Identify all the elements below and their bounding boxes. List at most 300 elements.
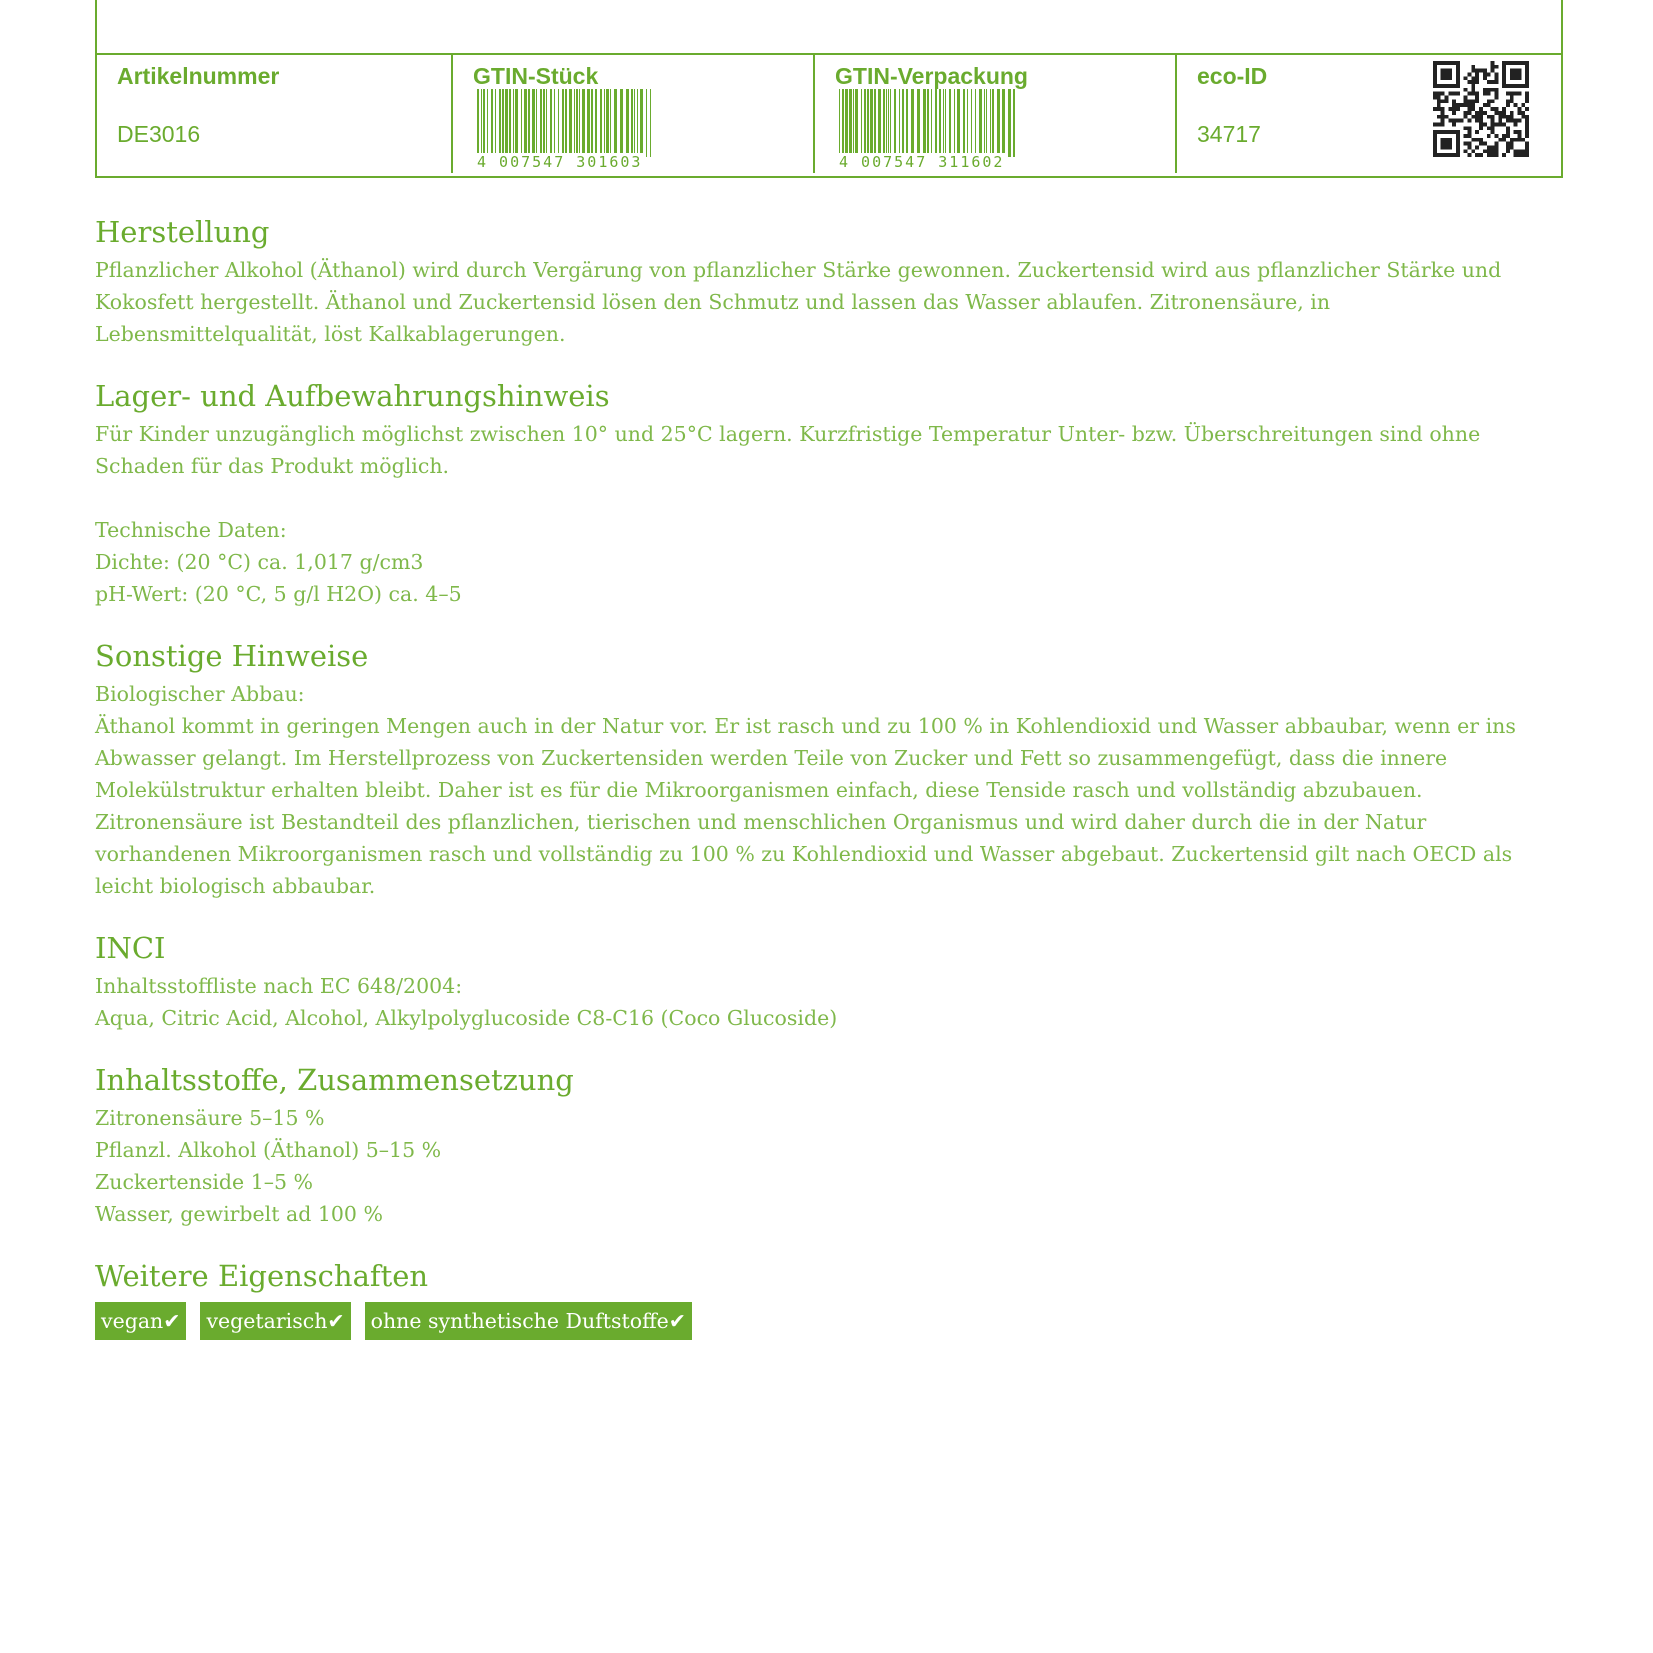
qr-module xyxy=(1487,88,1491,92)
qr-module xyxy=(1498,111,1502,115)
eco-id-label: eco-ID xyxy=(1197,63,1268,89)
section-title: Lager- und Aufbewahrungshinweis xyxy=(95,379,610,413)
qr-module xyxy=(1494,96,1498,100)
qr-module xyxy=(1494,111,1498,115)
paragraph-line: Zitronensäure ist Bestandteil des pflanzlichen, tierischen und menschlichen Organismus und wird daher durch die in der Natur xyxy=(95,810,1427,834)
qr-module xyxy=(1468,145,1472,149)
qr-module xyxy=(1483,76,1487,80)
paragraph-line: vorhandenen Mikroorganismen rasch und vollständig zu 100 % zu Kohlendioxid und Wasser abgebaut. Zuckertensid gilt nach OECD als xyxy=(95,842,1513,866)
qr-module xyxy=(1437,122,1441,126)
qr-module xyxy=(1475,76,1479,80)
qr-module xyxy=(1433,107,1437,111)
barcode-bar xyxy=(631,89,633,157)
paragraph-line: Biologischer Abbau: xyxy=(95,682,305,706)
section-title: INCI xyxy=(95,931,166,965)
barcode-bar xyxy=(927,89,929,157)
qr-finder xyxy=(1441,69,1453,81)
qr-module xyxy=(1487,149,1491,153)
barcode-bar xyxy=(554,89,555,157)
qr-module xyxy=(1491,126,1495,130)
qr-module xyxy=(1521,115,1525,119)
barcode-bar xyxy=(483,89,485,157)
qr-module xyxy=(1491,99,1495,103)
barcode-bar xyxy=(899,89,900,157)
section-title: Weitere Eigenschaften xyxy=(95,1259,429,1293)
barcode-bar xyxy=(576,89,578,157)
qr-module xyxy=(1506,119,1510,123)
tech-data-line: pH-Wert: (20 °C, 5 g/l H2O) ca. 4–5 xyxy=(95,582,462,606)
qr-module xyxy=(1464,126,1468,130)
section-inci xyxy=(95,926,1563,1034)
qr-module xyxy=(1441,92,1445,96)
qr-module xyxy=(1479,119,1483,123)
qr-module xyxy=(1491,61,1495,65)
barcode-bar xyxy=(540,89,542,157)
qr-module xyxy=(1441,99,1445,103)
qr-module xyxy=(1464,103,1468,107)
barcode-bar xyxy=(558,89,559,157)
table-top-row xyxy=(97,0,1561,55)
barcode-bar xyxy=(579,89,580,157)
paragraph-line: Molekülstruktur erhalten bleibt. Daher ist es für die Mikroorganismen einfach, diese Tenside rasch und vollständig abzubauen. xyxy=(95,778,1423,802)
qr-module xyxy=(1494,88,1498,92)
qr-module xyxy=(1479,111,1483,115)
qr-module xyxy=(1514,153,1518,157)
qr-module xyxy=(1514,122,1518,126)
qr-module xyxy=(1475,69,1479,73)
qr-module xyxy=(1525,119,1529,123)
barcode-bar xyxy=(595,89,597,157)
section-inhaltsstoffe xyxy=(95,1058,1563,1230)
qr-module xyxy=(1437,107,1441,111)
paragraph-line: Abwasser gelangt. Im Herstellprozess von Zuckertensiden werden Teile von Zucker und Fett so zusammengefügt, dass die innere xyxy=(95,746,1448,770)
qr-module xyxy=(1471,107,1475,111)
barcode-bar xyxy=(971,89,972,157)
tag-vegetarisch: vegetarisch✔ xyxy=(200,1302,350,1340)
qr-module xyxy=(1471,138,1475,142)
qr-module xyxy=(1498,119,1502,123)
qr-module xyxy=(1506,142,1510,146)
barcode-bar xyxy=(845,89,848,157)
qr-module xyxy=(1483,103,1487,107)
qr-module xyxy=(1491,145,1495,149)
barcode-bar xyxy=(917,89,920,157)
gtin-piece-number: 4 007547 301603 xyxy=(477,153,646,171)
product-info-table xyxy=(95,0,1563,178)
barcode-bar xyxy=(499,89,501,157)
qr-module xyxy=(1487,153,1491,157)
article-number-cell xyxy=(97,55,451,171)
qr-module xyxy=(1517,107,1521,111)
barcode-bar xyxy=(931,89,932,157)
barcode-bar xyxy=(606,89,609,157)
qr-module xyxy=(1479,142,1483,146)
qr-module xyxy=(1464,149,1468,153)
qr-module xyxy=(1491,107,1495,111)
qr-module xyxy=(1471,76,1475,80)
qr-module xyxy=(1487,103,1491,107)
paragraph-line: Pflanzlicher Alkohol (Äthanol) wird durch Vergärung von pflanzlicher Stärke gewonnen. Zuckertensid wird aus pflanzlicher Stärke und xyxy=(95,258,1502,282)
qr-module xyxy=(1521,153,1525,157)
section-title: Herstellung xyxy=(95,215,270,249)
barcode-bar xyxy=(957,89,960,157)
qr-code-icon xyxy=(1433,61,1529,157)
barcode-bar xyxy=(1002,89,1005,157)
qr-module xyxy=(1464,111,1468,115)
qr-module xyxy=(1517,149,1521,153)
tech-data-line: Dichte: (20 °C) ca. 1,017 g/cm3 xyxy=(95,550,424,574)
qr-module xyxy=(1468,130,1472,134)
qr-module xyxy=(1487,80,1491,84)
qr-module xyxy=(1471,99,1475,103)
barcode-bar xyxy=(839,89,840,157)
qr-module xyxy=(1456,92,1460,96)
barcode-bar xyxy=(975,89,976,157)
qr-module xyxy=(1514,119,1518,123)
qr-module xyxy=(1433,92,1437,96)
barcode-bar xyxy=(532,89,535,157)
qr-module xyxy=(1468,80,1472,84)
eco-id-cell xyxy=(1175,55,1563,173)
barcode-bar xyxy=(890,89,891,157)
qr-module xyxy=(1498,138,1502,142)
qr-module xyxy=(1506,149,1510,153)
qr-module xyxy=(1510,99,1514,103)
qr-module xyxy=(1475,145,1479,149)
qr-module xyxy=(1517,134,1521,138)
qr-module xyxy=(1494,65,1498,69)
qr-module xyxy=(1487,126,1491,130)
qr-module xyxy=(1525,153,1529,157)
qr-module xyxy=(1483,69,1487,73)
qr-module xyxy=(1514,130,1518,134)
barcode-bar xyxy=(923,89,926,157)
qr-module xyxy=(1514,92,1518,96)
qr-module xyxy=(1471,69,1475,73)
ingredient-line: Pflanzl. Alkohol (Äthanol) 5–15 % xyxy=(95,1138,442,1162)
qr-module xyxy=(1471,88,1475,92)
qr-module xyxy=(1494,80,1498,84)
qr-module xyxy=(1437,92,1441,96)
qr-module xyxy=(1494,92,1498,96)
barcode-bar xyxy=(546,89,547,157)
barcode-bar xyxy=(861,89,862,157)
qr-module xyxy=(1464,99,1468,103)
qr-module xyxy=(1502,138,1506,142)
paragraph-line: Äthanol kommt in geringen Mengen auch in der Natur vor. Er ist rasch und zu 100 % in Kohlendioxid und Wasser abbaubar, wenn er ins xyxy=(95,714,1516,738)
barcode-bar xyxy=(502,89,504,157)
qr-module xyxy=(1479,122,1483,126)
qr-module xyxy=(1471,92,1475,96)
qr-module xyxy=(1491,153,1495,157)
qr-module xyxy=(1502,111,1506,115)
qr-module xyxy=(1525,92,1529,96)
qr-module xyxy=(1502,122,1506,126)
barcode-bar xyxy=(842,89,844,157)
qr-module xyxy=(1448,92,1452,96)
barcode-bar xyxy=(505,89,508,157)
barcode-bar xyxy=(515,89,518,157)
qr-module xyxy=(1491,122,1495,126)
qr-module xyxy=(1491,115,1495,119)
gtin-pack-label: GTIN-Verpackung xyxy=(835,63,1028,89)
barcode-bar xyxy=(997,89,1000,157)
qr-module xyxy=(1491,149,1495,153)
barcode-bar xyxy=(906,89,908,157)
paragraph-line: Für Kinder unzugänglich möglichst zwischen 10° und 25°C lagern. Kurzfristige Temperatur Unter- bzw. Überschreitungen sind ohne xyxy=(95,422,1481,446)
barcode-bar xyxy=(543,89,545,157)
article-number-value: DE3016 xyxy=(117,121,201,147)
barcode-bar xyxy=(992,89,994,157)
qr-module xyxy=(1460,103,1464,107)
qr-module xyxy=(1506,115,1510,119)
barcode-bar xyxy=(1013,89,1015,157)
barcode-bar xyxy=(640,89,643,157)
barcode-bar xyxy=(637,89,638,157)
qr-module xyxy=(1475,73,1479,77)
barcode-bar xyxy=(565,89,567,157)
qr-module xyxy=(1483,73,1487,77)
paragraph-line: leicht biologisch abbaubar. xyxy=(95,874,376,898)
paragraph-line: Schaden für das Produkt möglich. xyxy=(95,454,450,478)
qr-module xyxy=(1452,92,1456,96)
property-tags xyxy=(95,1302,1563,1340)
gtin-pack-cell xyxy=(813,55,1175,173)
barcode-bar xyxy=(864,89,866,157)
qr-module xyxy=(1452,111,1456,115)
qr-module xyxy=(1456,103,1460,107)
qr-module xyxy=(1525,122,1529,126)
barcode-bar xyxy=(963,89,965,157)
qr-module xyxy=(1525,96,1529,100)
section-title: Inhaltsstoffe, Zusammensetzung xyxy=(95,1063,574,1097)
qr-module xyxy=(1525,99,1529,103)
qr-module xyxy=(1468,92,1472,96)
qr-module xyxy=(1464,88,1468,92)
qr-module xyxy=(1464,96,1468,100)
qr-module xyxy=(1517,130,1521,134)
barcode-bar xyxy=(979,89,982,157)
barcode-icon xyxy=(839,89,1019,157)
qr-module xyxy=(1452,107,1456,111)
qr-module xyxy=(1441,119,1445,123)
barcode-bar xyxy=(870,89,873,157)
barcode-bar xyxy=(591,89,593,157)
qr-module xyxy=(1521,149,1525,153)
ingredient-line: Zuckertenside 1–5 % xyxy=(95,1170,314,1194)
qr-module xyxy=(1483,88,1487,92)
barcode-bar xyxy=(935,89,937,157)
qr-module xyxy=(1506,134,1510,138)
barcode-bar xyxy=(569,89,572,157)
qr-module xyxy=(1521,111,1525,115)
qr-module xyxy=(1506,99,1510,103)
qr-module xyxy=(1479,126,1483,130)
qr-module xyxy=(1452,122,1456,126)
ingredient-line: Wasser, gewirbelt ad 100 % xyxy=(95,1202,383,1226)
barcode-bar xyxy=(495,89,496,157)
qr-module xyxy=(1468,126,1472,130)
section-weitere xyxy=(95,1254,1563,1340)
qr-module xyxy=(1498,122,1502,126)
tag-ohne-duftstoffe: ohne synthetische Duftstoffe✔ xyxy=(365,1302,692,1340)
qr-module xyxy=(1510,145,1514,149)
qr-module xyxy=(1525,107,1529,111)
section-herstellung xyxy=(95,210,1563,350)
paragraph-line: Aqua, Citric Acid, Alcohol, Alkylpolyglucoside C8-C16 (Coco Glucoside) xyxy=(95,1006,838,1030)
barcode-bar xyxy=(849,89,852,157)
qr-module xyxy=(1494,145,1498,149)
gtin-piece-cell xyxy=(451,55,813,173)
qr-module xyxy=(1452,103,1456,107)
qr-module xyxy=(1502,115,1506,119)
qr-module xyxy=(1494,76,1498,80)
qr-module xyxy=(1487,145,1491,149)
qr-module xyxy=(1483,92,1487,96)
qr-module xyxy=(1441,107,1445,111)
barcode-bar xyxy=(883,89,885,157)
qr-module xyxy=(1521,103,1525,107)
qr-module xyxy=(1510,142,1514,146)
gtin-piece-label: GTIN-Stück xyxy=(473,63,599,89)
barcode-bar xyxy=(984,89,985,157)
barcode-bar xyxy=(481,89,482,157)
qr-module xyxy=(1506,130,1510,134)
barcode-bar xyxy=(574,89,575,157)
qr-module xyxy=(1525,130,1529,134)
qr-module xyxy=(1506,103,1510,107)
qr-module xyxy=(1468,153,1472,157)
qr-module xyxy=(1525,126,1529,130)
qr-module xyxy=(1525,149,1529,153)
qr-module xyxy=(1517,119,1521,123)
qr-module xyxy=(1525,142,1529,146)
qr-module xyxy=(1452,119,1456,123)
qr-module xyxy=(1471,115,1475,119)
barcode-bar xyxy=(939,89,941,157)
qr-module xyxy=(1464,115,1468,119)
qr-module xyxy=(1517,92,1521,96)
qr-module xyxy=(1456,119,1460,123)
qr-module xyxy=(1448,119,1452,123)
qr-module xyxy=(1452,99,1456,103)
qr-module xyxy=(1464,142,1468,146)
barcode-bar xyxy=(509,89,511,157)
barcode-bar xyxy=(528,89,530,157)
qr-module xyxy=(1441,122,1445,126)
qr-module xyxy=(1510,96,1514,100)
article-number-label: Artikelnummer xyxy=(117,63,280,89)
qr-module xyxy=(1468,119,1472,123)
barcode-bar xyxy=(646,89,647,157)
barcode-bar xyxy=(536,89,537,157)
qr-module xyxy=(1475,130,1479,134)
qr-module xyxy=(1445,115,1449,119)
barcode-bar xyxy=(550,89,552,157)
tech-data-heading: Technische Daten: xyxy=(95,518,287,542)
barcode-bar xyxy=(855,89,858,157)
qr-module xyxy=(1510,111,1514,115)
qr-module xyxy=(1483,149,1487,153)
gtin-pack-number: 4 007547 311602 xyxy=(839,153,1008,171)
barcode-bar xyxy=(894,89,896,157)
qr-module xyxy=(1494,122,1498,126)
barcode-bar xyxy=(911,89,914,157)
qr-module xyxy=(1487,92,1491,96)
qr-module xyxy=(1448,107,1452,111)
qr-module xyxy=(1498,115,1502,119)
section-sonstige xyxy=(95,634,1563,902)
qr-module xyxy=(1445,96,1449,100)
barcode-bar xyxy=(600,89,602,157)
qr-module xyxy=(1506,126,1510,130)
barcode-bar xyxy=(954,89,955,157)
qr-module xyxy=(1491,65,1495,69)
barcode-bar xyxy=(610,89,611,157)
qr-module xyxy=(1491,80,1495,84)
qr-module xyxy=(1514,103,1518,107)
qr-module xyxy=(1494,107,1498,111)
qr-module xyxy=(1441,111,1445,115)
qr-module xyxy=(1487,115,1491,119)
barcode-bar xyxy=(604,89,605,157)
qr-module xyxy=(1475,80,1479,84)
qr-module xyxy=(1494,149,1498,153)
qr-module xyxy=(1506,92,1510,96)
qr-module xyxy=(1468,134,1472,138)
barcode-bar xyxy=(878,89,881,157)
paragraph-line: Kokosfett hergestellt. Äthanol und Zuckertensid lösen den Schmutz und lassen das Wasser ablaufen. Zitronensäure, in xyxy=(95,290,1331,314)
qr-module xyxy=(1502,153,1506,157)
qr-module xyxy=(1456,107,1460,111)
qr-module xyxy=(1510,138,1514,142)
qr-module xyxy=(1483,122,1487,126)
barcode-bar xyxy=(949,89,951,157)
qr-module xyxy=(1525,134,1529,138)
qr-module xyxy=(1487,99,1491,103)
qr-module xyxy=(1514,138,1518,142)
qr-module xyxy=(1510,115,1514,119)
qr-module xyxy=(1494,73,1498,77)
qr-module xyxy=(1468,111,1472,115)
paragraph-line: Inhaltsstoffliste nach EC 648/2004: xyxy=(95,974,463,998)
barcode-bar xyxy=(650,89,651,157)
qr-module xyxy=(1479,138,1483,142)
qr-module xyxy=(1479,115,1483,119)
qr-module xyxy=(1475,92,1479,96)
barcode-bar xyxy=(967,89,968,157)
qr-module xyxy=(1437,115,1441,119)
qr-module xyxy=(1437,96,1441,100)
qr-module xyxy=(1445,99,1449,103)
qr-module xyxy=(1475,119,1479,123)
qr-module xyxy=(1491,69,1495,73)
qr-module xyxy=(1475,153,1479,157)
barcode-bar xyxy=(487,89,488,157)
barcode-bar xyxy=(634,89,635,157)
qr-module xyxy=(1475,99,1479,103)
qr-module xyxy=(1483,111,1487,115)
document-body xyxy=(95,210,1563,1364)
ingredient-line: Zitronensäure 5–15 % xyxy=(95,1106,325,1130)
barcode-bar xyxy=(874,89,876,157)
eco-id-value: 34717 xyxy=(1197,121,1261,147)
qr-module xyxy=(1460,119,1464,123)
qr-module xyxy=(1475,111,1479,115)
barcode-bar xyxy=(867,89,869,157)
barcode-bar xyxy=(620,89,623,157)
qr-module xyxy=(1510,92,1514,96)
